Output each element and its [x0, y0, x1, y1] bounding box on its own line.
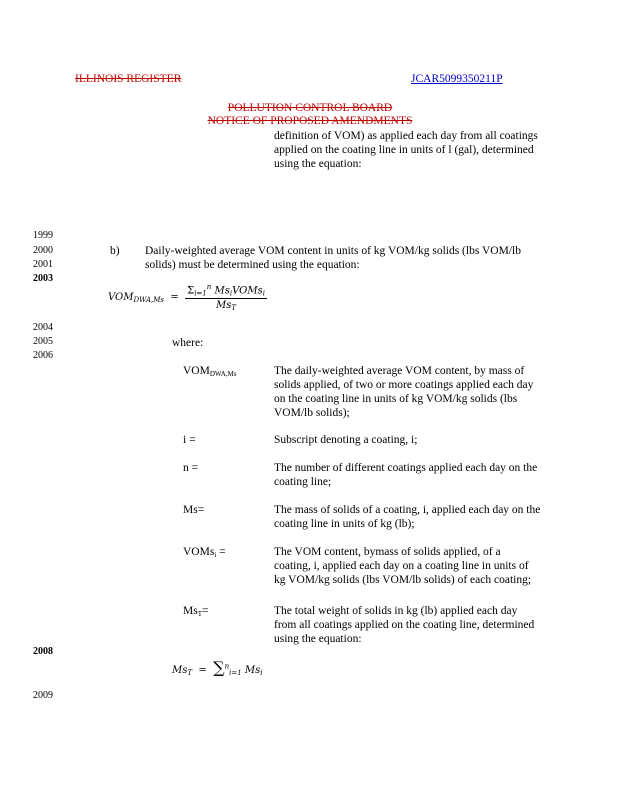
line-number: 2003	[33, 273, 53, 284]
def-text-line: using the equation:	[274, 633, 362, 645]
def-text-line: The daily-weighted average VOM content, by mass of	[274, 365, 525, 377]
equation-ms-total: $Ms_T = \sum^n_{i=1}$ $Ms_i$	[172, 658, 263, 677]
line-number: 2000	[33, 245, 53, 256]
def-term-n: n =	[183, 462, 199, 474]
notice-heading: NOTICE OF PROPOSED AMENDMENTS	[207, 115, 413, 127]
def-text-line: The mass of solids of a coating, i, applied each day on the	[274, 504, 541, 516]
line-number: 1999	[33, 230, 53, 241]
line-number: 2006	[33, 350, 53, 361]
eq1-lhs: VOM	[108, 292, 134, 304]
def-term-mst: $Ms_T=$	[183, 605, 209, 618]
item-b-line-1: Daily-weighted average VOM content in units of kg VOM/kg solids (lbs VOM/lb	[145, 245, 521, 257]
where-label: where:	[172, 337, 204, 349]
def-text-line: from all coatings applied on the coating line, determined	[274, 619, 535, 631]
eq1-sum-upper: n	[206, 283, 212, 291]
def-text-line: The VOM content, bymass of solids applied, of a	[274, 546, 501, 558]
def-text-line: on the coating line in units of kg VOM/kg solids (lbs	[274, 393, 518, 405]
item-b-label: b)	[110, 245, 120, 257]
eq1-numerator: $\Sigma_{i=1}^n$ $Ms_iVOMs_i$	[187, 283, 265, 298]
def-text-line: VOM/lb solids);	[274, 407, 350, 419]
def-term-vom-dwa: $VOM_{DWA,Ms}$	[183, 365, 237, 378]
line-number: 2008	[33, 646, 53, 657]
line-number: 2009	[33, 690, 53, 701]
def-text-line: The number of different coatings applied each day on the	[274, 462, 538, 474]
eq1-sum-lower: i=1	[194, 289, 207, 298]
def-text-line: The total weight of solids in kg (lb) applied each day	[274, 605, 518, 617]
board-heading: POLLUTION CONTROL BOARD	[227, 102, 393, 114]
def-term-voms: VOMs$_i$ =	[183, 546, 226, 559]
eq1-lhs-sub: DWA,Ms	[133, 296, 164, 305]
def-text-line: solids applied, of two or more coatings applied each day	[274, 379, 534, 391]
line-number: 2001	[33, 259, 53, 270]
jcar-number: JCAR5099350211P	[411, 73, 503, 85]
def-text-line: coating line in units of kg (lb);	[274, 518, 415, 530]
eq1-fraction	[185, 283, 267, 312]
def-text-line: Subscript denoting a coating, i;	[274, 434, 418, 446]
intro-line-1: definition of VOM) as applied each day from all coatings	[274, 130, 538, 142]
def-text-line: coating, i, applied each day on a coating line in units of	[274, 560, 529, 572]
def-term-i: i =	[183, 434, 196, 446]
register-title: ILLINOIS REGISTER	[75, 73, 182, 85]
item-b-line-2: solids) must be determined using the equation:	[145, 259, 360, 271]
def-text-line: coating line;	[274, 476, 332, 488]
def-text-line: kg VOM/kg solids (lbs VOM/lb solids) of each coating;	[274, 574, 532, 586]
line-number: 2005	[33, 336, 53, 347]
line-number: 2004	[33, 322, 53, 333]
equation-vom-dwa: $VOM_{DWA,Ms}$ = $\frac{\Sigma_{i=1}^n Ms_iVOMs_i}{Ms_T}$	[108, 283, 265, 313]
intro-line-3: using the equation:	[274, 158, 362, 170]
def-term-ms: Ms=	[183, 504, 205, 516]
sum-symbol: ∑	[213, 658, 225, 677]
intro-line-2: applied on the coating line in units of l (gal), determined	[274, 144, 534, 156]
eq1-denominator: $Ms_T$	[216, 300, 237, 313]
